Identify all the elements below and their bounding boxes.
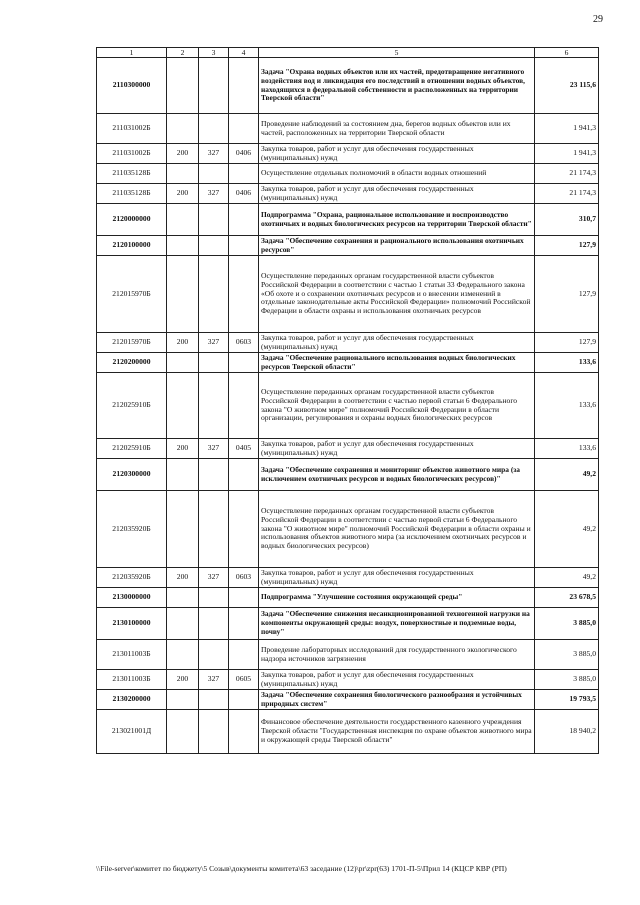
cell-code: 211035128Б bbox=[97, 184, 167, 204]
cell-grbs: 327 bbox=[199, 333, 229, 353]
table-row bbox=[97, 256, 599, 333]
cell-grbs: 327 bbox=[199, 568, 229, 588]
cell-name: Закупка товаров, работ и услуг для обеспечения государственных (муниципальных) нужд bbox=[259, 144, 535, 164]
cell-name: Осуществление переданных органам государственной власти субъектов Российской Федерации в соответствии с частью 1 статьи 33 Федерального закона «Об охоте и о сохранении охотничьих ресурсов и о внесении изменений в отдельные законодательные акты Российской Федерации» полномочий Российской Федерации в области охраны и использования охотничьих ресурсов bbox=[259, 256, 535, 333]
cell-code: 212025910Б bbox=[97, 439, 167, 459]
table-row bbox=[97, 58, 599, 114]
table-row bbox=[97, 439, 599, 459]
cell-grbs bbox=[199, 459, 229, 491]
cell-code: 2120100000 bbox=[97, 236, 167, 256]
header-col-4: 4 bbox=[229, 48, 259, 58]
cell-code: 212015970Б bbox=[97, 333, 167, 353]
cell-section: 0603 bbox=[229, 333, 259, 353]
table-row bbox=[97, 184, 599, 204]
cell-grbs bbox=[199, 353, 229, 373]
cell-kvr bbox=[167, 710, 199, 754]
file-path-footer: \\File-server\комитет по бюджету\5 Созыв\документы комитета\63 заседание (12)\pr\zpr(63) 1701-П-5\Прил 14 (КЦСР КВР (РП) bbox=[96, 864, 507, 873]
header-col-6: 6 bbox=[535, 48, 599, 58]
cell-kvr bbox=[167, 58, 199, 114]
cell-section bbox=[229, 204, 259, 236]
cell-kvr bbox=[167, 236, 199, 256]
cell-amount: 127,9 bbox=[535, 333, 599, 353]
cell-kvr bbox=[167, 353, 199, 373]
table-row bbox=[97, 459, 599, 491]
cell-amount: 49,2 bbox=[535, 568, 599, 588]
cell-name: Задача "Обеспечение снижения несанкционированной техногенной нагрузки на компоненты окружающей среды: воздух, поверхностные и подземные воды, почву" bbox=[259, 608, 535, 640]
cell-grbs bbox=[199, 256, 229, 333]
cell-name: Задача "Обеспечение сохранения и рационального использования охотничьих ресурсов" bbox=[259, 236, 535, 256]
cell-section bbox=[229, 608, 259, 640]
cell-code: 2120300000 bbox=[97, 459, 167, 491]
cell-section: 0405 bbox=[229, 439, 259, 459]
cell-amount: 133,6 bbox=[535, 353, 599, 373]
cell-code: 2120000000 bbox=[97, 204, 167, 236]
header-col-2: 2 bbox=[167, 48, 199, 58]
cell-section bbox=[229, 164, 259, 184]
cell-amount: 23 115,6 bbox=[535, 58, 599, 114]
cell-code: 2130000000 bbox=[97, 588, 167, 608]
cell-grbs bbox=[199, 204, 229, 236]
cell-name: Осуществление переданных органам государственной власти субъектов Российской Федерации в соответствии с частью первой статьи 6 Федерального закона "О животном мире" полномочий Российской Федерации в области охраны и использования объектов животного мира (за исключением охотничьих ресурсов и водных биологических ресурсов) bbox=[259, 491, 535, 568]
budget-table bbox=[96, 47, 599, 754]
cell-amount: 49,2 bbox=[535, 459, 599, 491]
table-row bbox=[97, 588, 599, 608]
cell-section: 0406 bbox=[229, 184, 259, 204]
cell-amount: 3 885,0 bbox=[535, 670, 599, 690]
cell-code: 2120200000 bbox=[97, 353, 167, 373]
cell-grbs bbox=[199, 491, 229, 568]
table-row bbox=[97, 491, 599, 568]
cell-kvr bbox=[167, 114, 199, 144]
cell-section bbox=[229, 256, 259, 333]
header-col-5: 5 bbox=[259, 48, 535, 58]
cell-kvr bbox=[167, 608, 199, 640]
cell-grbs: 327 bbox=[199, 439, 229, 459]
cell-section bbox=[229, 58, 259, 114]
cell-code: 212035920Б bbox=[97, 568, 167, 588]
cell-amount: 127,9 bbox=[535, 236, 599, 256]
table-row bbox=[97, 710, 599, 754]
cell-section bbox=[229, 690, 259, 710]
cell-name: Осуществление отдельных полномочий в области водных отношений bbox=[259, 164, 535, 184]
cell-grbs bbox=[199, 640, 229, 670]
cell-section bbox=[229, 373, 259, 439]
cell-section bbox=[229, 588, 259, 608]
cell-amount: 23 678,5 bbox=[535, 588, 599, 608]
cell-code: 211031002Б bbox=[97, 114, 167, 144]
cell-name: Задача "Обеспечение рационального использования водных биологических ресурсов Тверской области" bbox=[259, 353, 535, 373]
table-row bbox=[97, 568, 599, 588]
page-number: 29 bbox=[593, 14, 603, 25]
cell-grbs bbox=[199, 236, 229, 256]
cell-code: 213011003Б bbox=[97, 670, 167, 690]
cell-code: 213021001Д bbox=[97, 710, 167, 754]
cell-grbs bbox=[199, 608, 229, 640]
cell-amount: 3 885,0 bbox=[535, 640, 599, 670]
cell-section bbox=[229, 710, 259, 754]
cell-code: 211035128Б bbox=[97, 164, 167, 184]
cell-name: Осуществление переданных органам государственной власти субъектов Российской Федерации в соответствии с частью первой статьи 6 Федерального закона "О животном мире" полномочий Российской Федерации в области организации, регулирования и охраны водных биологических ресурсов bbox=[259, 373, 535, 439]
cell-section bbox=[229, 640, 259, 670]
cell-section: 0603 bbox=[229, 568, 259, 588]
cell-section bbox=[229, 236, 259, 256]
cell-kvr bbox=[167, 491, 199, 568]
table-row bbox=[97, 690, 599, 710]
table-row bbox=[97, 640, 599, 670]
cell-grbs bbox=[199, 588, 229, 608]
cell-kvr: 200 bbox=[167, 333, 199, 353]
cell-name: Подпрограмма "Охрана, рациональное использование и воспроизводство охотничьих и водных биологических ресурсов на территории Тверской области" bbox=[259, 204, 535, 236]
cell-name: Задача "Обеспечение сохранения и мониторинг объектов животного мира (за исключением охотничьих ресурсов и водных биологических ресурсов)" bbox=[259, 459, 535, 491]
cell-code: 2130100000 bbox=[97, 608, 167, 640]
cell-grbs bbox=[199, 58, 229, 114]
cell-code: 212015970Б bbox=[97, 256, 167, 333]
cell-kvr bbox=[167, 373, 199, 439]
table-row bbox=[97, 204, 599, 236]
cell-name: Подпрограмма "Улучшение состояния окружающей среды" bbox=[259, 588, 535, 608]
cell-kvr bbox=[167, 459, 199, 491]
cell-name: Закупка товаров, работ и услуг для обеспечения государственных (муниципальных) нужд bbox=[259, 184, 535, 204]
cell-kvr: 200 bbox=[167, 439, 199, 459]
cell-amount: 21 174,3 bbox=[535, 184, 599, 204]
cell-kvr: 200 bbox=[167, 670, 199, 690]
cell-grbs bbox=[199, 690, 229, 710]
cell-kvr: 200 bbox=[167, 568, 199, 588]
cell-amount: 19 793,5 bbox=[535, 690, 599, 710]
cell-section: 0605 bbox=[229, 670, 259, 690]
cell-kvr bbox=[167, 256, 199, 333]
cell-name: Задача "Охрана водных объектов или их частей, предотвращение негативного воздействия вод и ликвидация его последствий в отношении водных объектов, находящихся в федеральной собственности и расположенных на территории Тверской области" bbox=[259, 58, 535, 114]
cell-section bbox=[229, 114, 259, 144]
cell-grbs bbox=[199, 164, 229, 184]
table-row bbox=[97, 333, 599, 353]
table-row bbox=[97, 353, 599, 373]
table-body bbox=[97, 58, 599, 754]
cell-kvr bbox=[167, 640, 199, 670]
table-row bbox=[97, 164, 599, 184]
table-row bbox=[97, 114, 599, 144]
cell-code: 2130200000 bbox=[97, 690, 167, 710]
cell-section bbox=[229, 491, 259, 568]
cell-amount: 1 941,3 bbox=[535, 114, 599, 144]
cell-name: Задача "Обеспечение сохранения биологического разнообразия и устойчивых природных систем" bbox=[259, 690, 535, 710]
cell-amount: 310,7 bbox=[535, 204, 599, 236]
cell-name: Закупка товаров, работ и услуг для обеспечения государственных (муниципальных) нужд bbox=[259, 670, 535, 690]
cell-name: Финансовое обеспечение деятельности государственного казенного учреждения Тверской области "Государственная инспекция по охране объектов животного мира и окружающей среды Тверской области" bbox=[259, 710, 535, 754]
cell-amount: 49,2 bbox=[535, 491, 599, 568]
cell-section bbox=[229, 353, 259, 373]
cell-name: Закупка товаров, работ и услуг для обеспечения государственных (муниципальных) нужд bbox=[259, 439, 535, 459]
cell-name: Проведение лабораторных исследований для государственного экологического надзора источников загрязнения bbox=[259, 640, 535, 670]
cell-code: 2110300000 bbox=[97, 58, 167, 114]
cell-name: Проведение наблюдений за состоянием дна, берегов водных объектов или их частей, расположенных на территории Тверской области bbox=[259, 114, 535, 144]
cell-code: 211031002Б bbox=[97, 144, 167, 164]
cell-name: Закупка товаров, работ и услуг для обеспечения государственных (муниципальных) нужд bbox=[259, 333, 535, 353]
cell-amount: 127,9 bbox=[535, 256, 599, 333]
header-col-3: 3 bbox=[199, 48, 229, 58]
cell-amount: 3 885,0 bbox=[535, 608, 599, 640]
cell-code: 212035920Б bbox=[97, 491, 167, 568]
cell-grbs bbox=[199, 114, 229, 144]
cell-kvr bbox=[167, 204, 199, 236]
cell-code: 212025910Б bbox=[97, 373, 167, 439]
cell-kvr bbox=[167, 164, 199, 184]
table-row bbox=[97, 373, 599, 439]
cell-amount: 133,6 bbox=[535, 439, 599, 459]
cell-kvr: 200 bbox=[167, 184, 199, 204]
cell-amount: 21 174,3 bbox=[535, 164, 599, 184]
cell-section bbox=[229, 459, 259, 491]
cell-kvr bbox=[167, 690, 199, 710]
cell-name: Закупка товаров, работ и услуг для обеспечения государственных (муниципальных) нужд bbox=[259, 568, 535, 588]
table-header-row bbox=[97, 48, 599, 58]
cell-grbs bbox=[199, 710, 229, 754]
cell-amount: 18 940,2 bbox=[535, 710, 599, 754]
cell-grbs: 327 bbox=[199, 670, 229, 690]
table-row bbox=[97, 608, 599, 640]
cell-kvr bbox=[167, 588, 199, 608]
table-row bbox=[97, 236, 599, 256]
cell-amount: 1 941,3 bbox=[535, 144, 599, 164]
cell-grbs: 327 bbox=[199, 144, 229, 164]
cell-kvr: 200 bbox=[167, 144, 199, 164]
cell-grbs bbox=[199, 373, 229, 439]
table-row bbox=[97, 144, 599, 164]
header-col-1: 1 bbox=[97, 48, 167, 58]
cell-amount: 133,6 bbox=[535, 373, 599, 439]
cell-section: 0406 bbox=[229, 144, 259, 164]
cell-code: 213011003Б bbox=[97, 640, 167, 670]
cell-grbs: 327 bbox=[199, 184, 229, 204]
table-row bbox=[97, 670, 599, 690]
